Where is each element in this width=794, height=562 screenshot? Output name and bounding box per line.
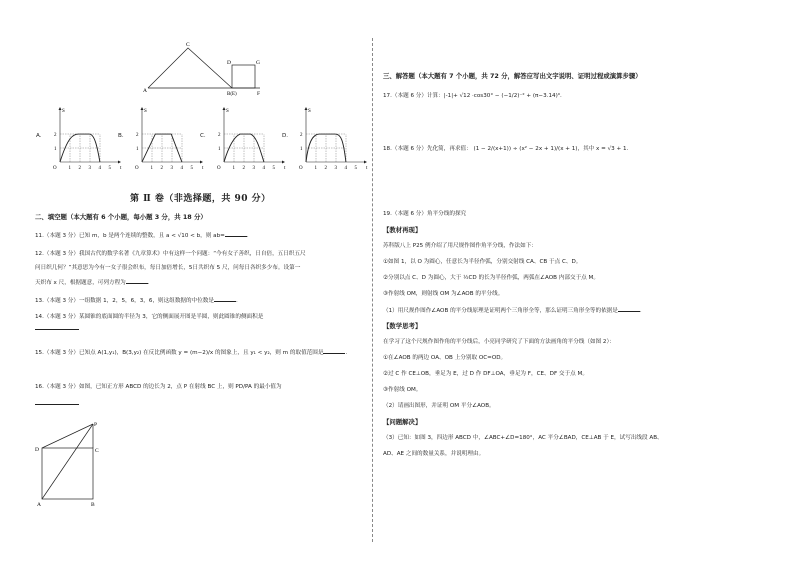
fill-header: 二、填空题（本大题有 6 个小题，每小题 3 分，共 18 分） — [35, 213, 207, 221]
section-title: 第 Ⅱ 卷（非选择题，共 90 分） — [130, 194, 271, 204]
axis-label-t: t — [120, 166, 122, 171]
q11: 11.（本题 3 分）已知 m，b 是两个连续的整数，且 a < √10 < b，则 ab= . — [35, 233, 249, 239]
x-tick-label: 3 — [170, 166, 173, 171]
q12-line1: 12.（本题 3 分）我国古代的数学名著《九章算术》中有这样一个问题：“今有女子善织，日自倍，五日织五尺 — [35, 251, 306, 257]
x-tick-label: 2 — [242, 166, 245, 171]
q19-line: （3）已知：如图 3，四边形 ABCD 中，∠ABC+∠D=180°，AC 平分∠BAD，CE⊥AB 于 E，试写出线段 AB、 — [383, 435, 663, 441]
y-tick-label: 2 — [54, 133, 57, 138]
answer-header: 三、解答题（本大题有 7 个小题，共 72 分，解答应写出文字说明、证明过程或演算步骤） — [383, 72, 642, 80]
q12-line2: 问日织几何？”其意思为今有一女子很会织布，每日加倍增长，5日共织布 5 尺，问每日各织多少布。设第一 — [35, 265, 301, 271]
segment-pa — [42, 424, 93, 499]
axis-label-s: S — [144, 109, 147, 114]
answer-blank[interactable] — [618, 306, 640, 312]
answer-blank[interactable] — [225, 231, 247, 237]
x-tick-label: 4 — [344, 166, 347, 171]
triangle-acb — [148, 48, 232, 88]
x-tick-label: 4 — [98, 166, 101, 171]
answer-blank[interactable] — [214, 296, 236, 302]
graph-svg — [50, 104, 122, 174]
q19-line: ③作射线 OM。 — [383, 387, 422, 393]
q14: 14.（本题 3 分）某圆锥的底面圆的半径为 3，它的侧面展开图是半圆，则此圆锥的侧面积是 — [35, 314, 264, 320]
x-tick-label: 1 — [150, 166, 153, 171]
q19-section-solve: 【问题解决】 — [383, 418, 422, 426]
axis-label-s: S — [308, 109, 311, 114]
label-p: P — [94, 422, 98, 428]
x-tick-label: 3 — [252, 166, 255, 171]
label-a: A — [37, 502, 41, 508]
triangle-square-figure — [140, 40, 270, 98]
y-tick-label: 1 — [136, 147, 139, 152]
x-tick-label: 3 — [88, 166, 91, 171]
x-tick-label: 4 — [180, 166, 183, 171]
q17: 17.（本题 6 分）计算：|-1|+ √12 ·cos30° − (−1/2)⁻² + (π−3.14)⁰. — [383, 93, 562, 99]
x-tick-label: 1 — [232, 166, 235, 171]
label-a: A — [143, 88, 147, 94]
q19-line: ②过 C 作 CE⊥OB，垂足为 E，过 D 作 DF⊥OA，垂足为 F，CE、DF 交于点 M。 — [383, 371, 588, 377]
answer-blank[interactable] — [35, 329, 79, 330]
q12-line3: 天织布 x 尺，根据题意，可列方程为 . — [35, 280, 150, 286]
q19-line: ③作射线 OM，则射线 OM 为∠AOB 的平分线。 — [383, 291, 504, 297]
option-letter: D. — [282, 133, 289, 139]
q18: 18.（本题 6 分）先化简，再求值： (1 − 2/(x+1)) ÷ (x² − 2x + 1)/(x + 1)，其中 x = √3 + 1. — [383, 146, 629, 152]
x-tick-label: 5 — [190, 166, 193, 171]
label-c: C — [186, 42, 190, 48]
answer-blank[interactable] — [126, 278, 148, 284]
origin-label: O — [217, 166, 221, 171]
x-tick-label: 4 — [262, 166, 265, 171]
column-divider — [372, 38, 373, 542]
option-letter: C. — [200, 133, 206, 139]
x-tick-label: 3 — [334, 166, 337, 171]
q19-title: 19.（本题 6 分）角平分线的探究 — [383, 211, 467, 217]
graph-svg — [132, 104, 204, 174]
x-tick-label: 5 — [272, 166, 275, 171]
x-tick-label: 2 — [324, 166, 327, 171]
q15: 15.（本题 3 分）已知点 A(1,y₁)，B(3,y₂) 在反比例函数 y = (m−2)/x 的图象上，且 y₁ < y₂，则 m 的取值范围是 . — [35, 350, 348, 356]
square-abcd — [42, 448, 93, 499]
q19-section-thinking: 【数学思考】 — [383, 322, 422, 330]
answer-blank[interactable] — [35, 404, 79, 405]
arrow-t — [364, 161, 367, 164]
origin-label: O — [135, 166, 139, 171]
q19-line: 在学习了这个尺规作图作角的平分线后，小亮同学研究了下面的方法画角的平分线（如图 2）： — [383, 339, 615, 345]
label-g: G — [256, 60, 260, 66]
origin-label: O — [299, 166, 303, 171]
origin-label: O — [53, 166, 57, 171]
y-tick-label: 2 — [136, 133, 139, 138]
q16: 16.（本题 3 分）如图，已知正方形 ABCD 的边长为 2，点 P 在射线 BC 上，则 PD/PA 的最小值为 — [35, 384, 282, 390]
q19-line: 苏科版八上 P25 例介绍了用尺规作图作角平分线，作法如下： — [383, 243, 537, 249]
y-tick-label: 1 — [300, 147, 303, 152]
q19-line: ②分别以点 C、D 为圆心，大于 ½CD 的长为半径作弧，两弧在∠AOB 内部交于点 M。 — [383, 275, 599, 281]
q19-section-textbook: 【教材再现】 — [383, 226, 422, 234]
y-tick-label: 1 — [54, 147, 57, 152]
graph-svg — [214, 104, 289, 174]
q19-line: ①在∠AOB 的两边 OA、OB 上分别取 OC=OD。 — [383, 355, 507, 361]
label-b: B — [91, 502, 95, 508]
option-letter: B. — [118, 133, 124, 139]
arrow-t — [118, 161, 121, 164]
axis-label-t: t — [284, 166, 286, 171]
axis-label-t: t — [366, 166, 368, 171]
q19-line: （2）请画出图形，并证明 OM 平分∠AOB。 — [383, 403, 495, 409]
square-defg — [232, 65, 255, 88]
label-d: D — [35, 447, 39, 453]
axis-label-s: S — [226, 109, 229, 114]
x-tick-label: 5 — [108, 166, 111, 171]
label-be: B(E) — [227, 92, 237, 97]
x-tick-label: 5 — [354, 166, 357, 171]
x-tick-label: 1 — [68, 166, 71, 171]
axis-label-s: S — [62, 109, 65, 114]
axis-label-t: t — [202, 166, 204, 171]
x-tick-label: 2 — [78, 166, 81, 171]
y-tick-label: 1 — [218, 147, 221, 152]
x-tick-label: 2 — [160, 166, 163, 171]
label-f: F — [257, 91, 261, 97]
x-tick-label: 1 — [314, 166, 317, 171]
graph-svg — [296, 104, 368, 174]
segment-pd — [42, 424, 93, 448]
square-abcd-figure — [32, 418, 112, 510]
label-d: D — [227, 60, 231, 66]
y-tick-label: 2 — [218, 133, 221, 138]
option-letter: A. — [36, 133, 42, 139]
q13: 13.（本题 3 分）一组数据 1，2，5，6，3，6，则这组数据的中位数是 . — [35, 298, 238, 304]
arrow-t — [282, 161, 285, 164]
q19-line: AD、AE 之间的数量关系，并说明理由。 — [383, 451, 485, 457]
arrow-t — [200, 161, 203, 164]
y-tick-label: 2 — [300, 133, 303, 138]
answer-blank[interactable] — [323, 348, 345, 354]
q19-line: ①如图 1，以 O 为圆心，任意长为半径作弧，分别交射线 CA、CB 于点 C、D。 — [383, 259, 582, 265]
q19-line: （1）用尺规作图作∠AOB 的平分线原理是证明两个三角形全等，那么证明三角形全等的依据是 . — [383, 308, 642, 314]
label-c: C — [95, 448, 99, 454]
